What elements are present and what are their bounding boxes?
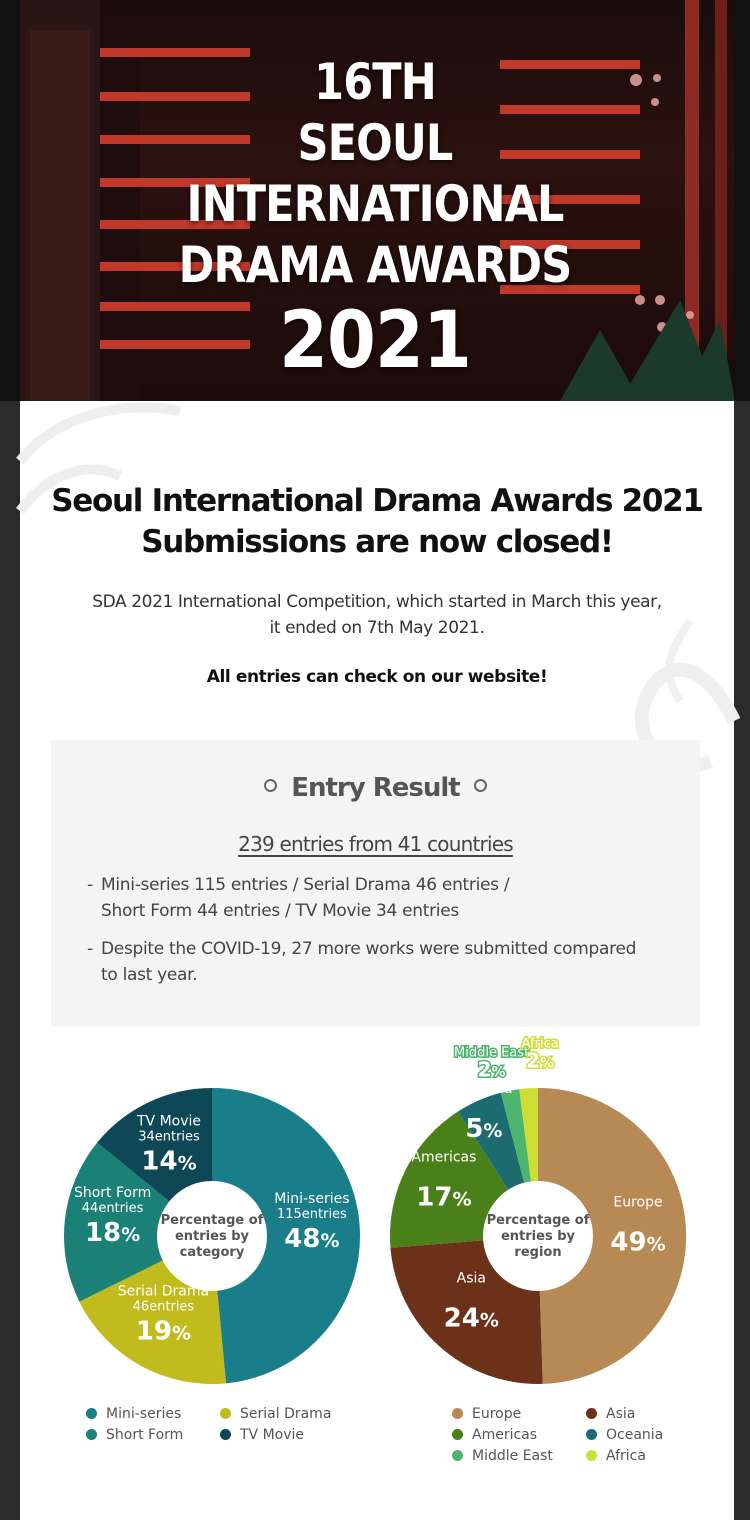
- intro-line-2: it ended on 7th May 2021.: [269, 618, 485, 638]
- legend-label: Oceania: [606, 1427, 664, 1443]
- region-pie-chart: [378, 1036, 698, 1396]
- hero-year: 2021: [279, 296, 471, 386]
- legend-dot-icon: [452, 1450, 463, 1461]
- legend-label: TV Movie: [240, 1427, 305, 1443]
- legend-item-mini-series: [86, 1406, 181, 1422]
- legend-item-africa: [586, 1448, 646, 1464]
- slice-percent-oceania: 5%: [465, 1113, 503, 1144]
- hero-title-line: INTERNATIONAL: [186, 175, 564, 233]
- headline: [20, 481, 734, 563]
- slice-percent-mini-series: 48%: [284, 1224, 340, 1255]
- slice-percent-serial-drama: 19%: [135, 1316, 192, 1347]
- slice-label-tv-movie: TV Movie: [136, 1113, 202, 1130]
- intro-text: [20, 589, 734, 641]
- legend-dot-icon: [220, 1408, 231, 1419]
- legend-dot-icon: [586, 1429, 597, 1440]
- legend-label: Middle East: [472, 1448, 553, 1464]
- entry-summary-text: 239 entries from 41 countries: [238, 832, 513, 856]
- pie-center-label: Percentage of: [160, 1213, 264, 1228]
- slice-percent-africa: 2%: [526, 1048, 555, 1073]
- legend-label: Serial Drama: [240, 1406, 332, 1422]
- hero-title-line: 16TH: [314, 53, 436, 111]
- hero-title-line: SEOUL: [297, 114, 453, 172]
- slice-label-mini-series: Mini-series: [274, 1191, 350, 1208]
- intro-line-1: SDA 2021 International Competition, which started in March this year,: [92, 592, 662, 612]
- category-pie-chart: [52, 1076, 372, 1396]
- legend-dot-icon: [86, 1408, 97, 1419]
- legend-label: Short Form: [106, 1427, 184, 1443]
- legend-dot-icon: [452, 1408, 463, 1419]
- legend-label: Asia: [606, 1406, 636, 1422]
- region-legend: [452, 1406, 712, 1476]
- slice-label-europe: Europe: [613, 1194, 663, 1211]
- slice-percent-tv-movie: 14%: [141, 1146, 197, 1177]
- entry-result-title: [51, 773, 700, 803]
- slice-percent-asia: 24%: [443, 1303, 499, 1334]
- bullet-line: - Despite the COVID-19, 27 more works were submitted compared: [101, 939, 637, 959]
- legend-dot-icon: [86, 1429, 97, 1440]
- legend-item-tv-movie: [220, 1427, 304, 1443]
- slice-percent-americas: 17%: [416, 1182, 472, 1213]
- legend-item-europe: [452, 1406, 521, 1422]
- category-legend: [86, 1406, 346, 1456]
- entry-summary: [51, 832, 700, 856]
- slice-percent-europe: 49%: [610, 1227, 666, 1258]
- slice-label-asia: Asia: [456, 1270, 486, 1287]
- slice-entries-mini-series: 115entries: [276, 1207, 347, 1223]
- legend-item-americas: [452, 1427, 537, 1443]
- content-panel: [20, 401, 734, 1520]
- legend-item-asia: [586, 1406, 635, 1422]
- headline-line-1: Seoul International Drama Awards 2021: [51, 483, 703, 519]
- slice-entries-short-form: 44entries: [81, 1200, 144, 1216]
- legend-item-middle-east: [452, 1448, 553, 1464]
- pie-center-label: Percentage of: [486, 1213, 590, 1228]
- hero-title-line: DRAMA AWARDS: [178, 236, 572, 294]
- entry-bullets: [87, 872, 667, 1000]
- legend-dot-icon: [220, 1429, 231, 1440]
- pie-center-label: entries by: [500, 1229, 576, 1244]
- slice-label-serial-drama: Serial Drama: [117, 1283, 210, 1300]
- pie-center-label: region: [514, 1245, 562, 1260]
- legend-label: Europe: [472, 1406, 522, 1422]
- legend-label: Mini-series: [106, 1406, 182, 1422]
- slice-percent-middle-east: 2%: [477, 1057, 506, 1082]
- legend-dot-icon: [586, 1450, 597, 1461]
- hero-banner: [0, 0, 750, 401]
- legend-dot-icon: [586, 1408, 597, 1419]
- bullet-line: - Mini-series 115 entries / Serial Drama 46 entries /: [101, 875, 510, 895]
- legend-item-oceania: [586, 1427, 663, 1443]
- headline-line-2: Submissions are now closed!: [141, 524, 613, 560]
- slice-label-oceania: Oceania: [455, 1080, 513, 1097]
- slice-label-africa: Africa: [521, 1036, 559, 1052]
- bullet-item: [87, 936, 667, 988]
- slice-label-middle-east: Middle East: [454, 1045, 530, 1061]
- legend-item-short-form: [86, 1427, 183, 1443]
- bullet-line: Short Form 44 entries / TV Movie 34 entries: [101, 901, 459, 921]
- entry-result-box: [51, 740, 700, 1027]
- legend-label: Americas: [472, 1427, 538, 1443]
- website-cta-text: All entries can check on our website!: [206, 667, 548, 687]
- bullet-line: to last year.: [101, 965, 198, 985]
- bullet-item: [87, 872, 667, 924]
- legend-dot-icon: [452, 1429, 463, 1440]
- ring-icon: [264, 779, 277, 792]
- slice-entries-tv-movie: 34entries: [138, 1129, 200, 1145]
- slice-label-americas: Americas: [411, 1149, 477, 1166]
- slice-percent-short-form: 18%: [84, 1217, 141, 1248]
- hero-title: [0, 52, 750, 384]
- slice-label-short-form: Short Form: [73, 1184, 152, 1201]
- legend-item-serial-drama: [220, 1406, 331, 1422]
- slice-entries-serial-drama: 46entries: [132, 1299, 195, 1315]
- legend-label: Africa: [606, 1448, 646, 1464]
- ring-icon: [474, 779, 487, 792]
- entry-result-title-text: Entry Result: [291, 773, 460, 803]
- pie-center-label: category: [179, 1245, 245, 1260]
- pie-center-label: entries by: [174, 1229, 250, 1244]
